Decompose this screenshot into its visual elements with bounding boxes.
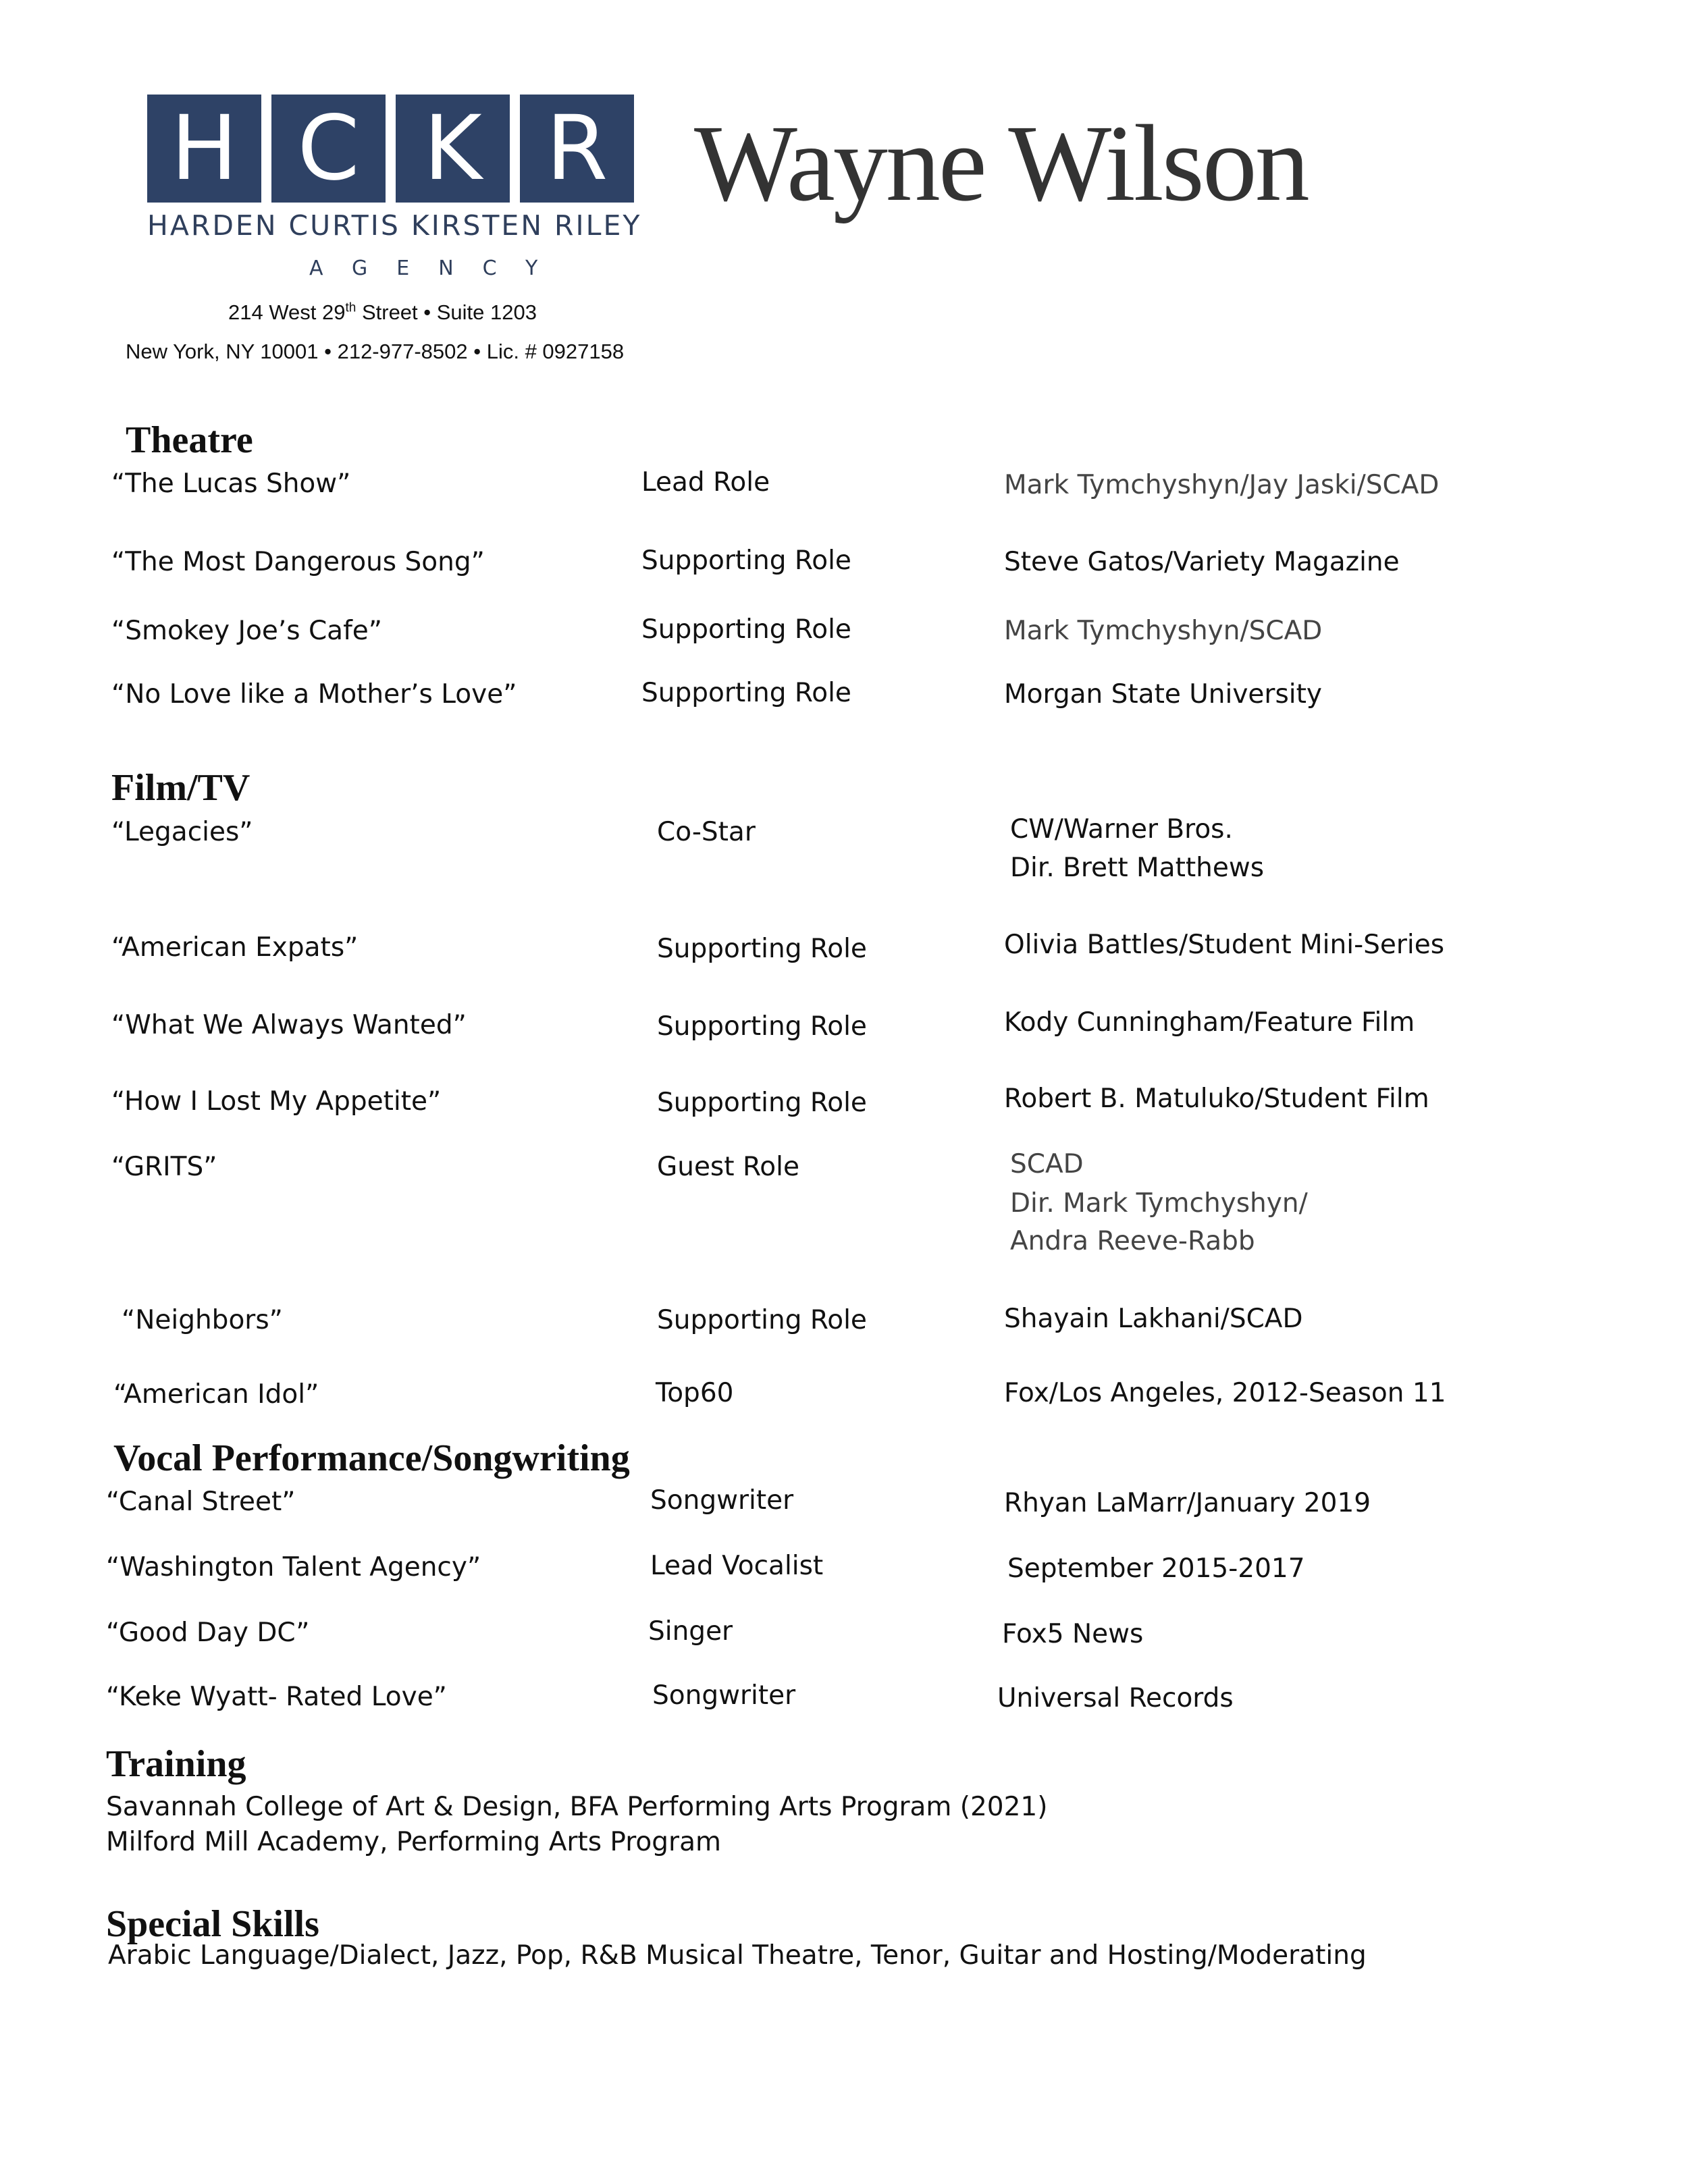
special-skills-text: Arabic Language/Dialect, Jazz, Pop, R&B Musical Theatre, Tenor, Guitar and Hosting/Moderating	[108, 1940, 1367, 1971]
vocal-credit: Fox5 News	[1002, 1619, 1144, 1649]
logo-letter-box	[147, 95, 261, 203]
theatre-title: “The Most Dangerous Song”	[111, 547, 485, 577]
film-credit: Olivia Battles/Student Mini-Series	[1004, 930, 1445, 960]
vocal-title: “Washington Talent Agency”	[106, 1552, 481, 1582]
theatre-role: Supporting Role	[641, 678, 851, 708]
section-heading-special-skills: Special Skills	[106, 1903, 319, 1945]
theatre-role: Lead Role	[641, 467, 770, 498]
film-credit: Fox/Los Angeles, 2012-Season 11	[1004, 1378, 1446, 1408]
logo-letter-box	[520, 95, 634, 203]
theatre-title: “The Lucas Show”	[111, 469, 351, 499]
logo-letter-box	[271, 95, 386, 203]
film-credit: Shayain Lakhani/SCAD	[1004, 1304, 1303, 1334]
theatre-role: Supporting Role	[641, 614, 851, 645]
film-title: “American Idol”	[113, 1379, 319, 1410]
film-title: “Neighbors”	[122, 1305, 283, 1335]
agency-address-line1	[228, 300, 537, 325]
vocal-role: Songwriter	[650, 1485, 794, 1516]
vocal-role: Songwriter	[652, 1680, 796, 1711]
theatre-credit: Mark Tymchyshyn/SCAD	[1004, 616, 1323, 646]
agency-logo	[147, 95, 635, 203]
theatre-title: “No Love like a Mother’s Love”	[111, 679, 517, 710]
logo-letter: C	[297, 97, 360, 201]
agency-word: AGENCY	[309, 257, 567, 280]
theatre-credit: Steve Gatos/Variety Magazine	[1004, 547, 1400, 577]
address-suite: Street • Suite 1203	[356, 300, 537, 324]
film-credit: Kody Cunningham/Feature Film	[1004, 1007, 1415, 1038]
film-title: “GRITS”	[111, 1152, 217, 1182]
film-credit: SCAD	[1010, 1149, 1084, 1179]
vocal-credit: Universal Records	[997, 1683, 1234, 1713]
film-role: Supporting Role	[657, 1305, 867, 1335]
training-line: Savannah College of Art & Design, BFA Performing Arts Program (2021)	[106, 1792, 1048, 1822]
film-role: Supporting Role	[657, 934, 867, 964]
agency-address-line2: New York, NY 10001 • 212-977-8502 • Lic. # 0927158	[126, 340, 625, 363]
vocal-role: Lead Vocalist	[650, 1551, 824, 1581]
agency-name-line: HARDEN CURTIS KIRSTEN RILEY	[147, 209, 642, 242]
vocal-title: “Good Day DC”	[106, 1618, 310, 1648]
film-role: Supporting Role	[657, 1011, 867, 1042]
section-heading-training: Training	[106, 1743, 246, 1785]
vocal-credit: Rhyan LaMarr/January 2019	[1004, 1488, 1371, 1518]
film-credit: Dir. Brett Matthews	[1010, 853, 1265, 883]
training-line: Milford Mill Academy, Performing Arts Program	[106, 1827, 721, 1857]
film-credit: Robert B. Matuluko/Student Film	[1004, 1084, 1429, 1114]
film-credit: Andra Reeve-Rabb	[1010, 1226, 1255, 1256]
section-heading-vocal: Vocal Performance/Songwriting	[113, 1437, 630, 1479]
film-title: “Legacies”	[111, 817, 253, 847]
logo-letter: K	[423, 97, 482, 201]
theatre-title: “Smokey Joe’s Cafe”	[111, 616, 383, 646]
logo-letter-box	[396, 95, 510, 203]
theatre-role: Supporting Role	[641, 545, 851, 576]
vocal-role: Singer	[648, 1616, 733, 1647]
vocal-credit: September 2015-2017	[1007, 1553, 1305, 1584]
logo-letter: H	[170, 97, 238, 201]
address-street: 214 West 29	[228, 300, 346, 324]
logo-letter: R	[546, 97, 608, 201]
film-role: Supporting Role	[657, 1088, 867, 1118]
section-heading-film-tv: Film/TV	[111, 767, 250, 809]
vocal-title: “Keke Wyatt- Rated Love”	[106, 1682, 447, 1712]
address-sup: th	[345, 300, 357, 315]
film-title: “American Expats”	[111, 932, 359, 963]
theatre-credit: Mark Tymchyshyn/Jay Jaski/SCAD	[1004, 470, 1440, 500]
theatre-credit: Morgan State University	[1004, 679, 1322, 710]
section-heading-theatre: Theatre	[126, 419, 253, 461]
film-role: Guest Role	[657, 1152, 799, 1182]
film-credit: Dir. Mark Tymchyshyn/	[1010, 1188, 1308, 1219]
vocal-title: “Canal Street”	[106, 1487, 296, 1517]
film-title: “How I Lost My Appetite”	[111, 1086, 442, 1117]
film-role: Top60	[656, 1378, 734, 1408]
film-role: Co-Star	[657, 817, 756, 847]
film-title: “What We Always Wanted”	[111, 1010, 467, 1040]
film-credit: CW/Warner Bros.	[1010, 814, 1233, 845]
actor-name: Wayne Wilson	[694, 103, 1308, 224]
